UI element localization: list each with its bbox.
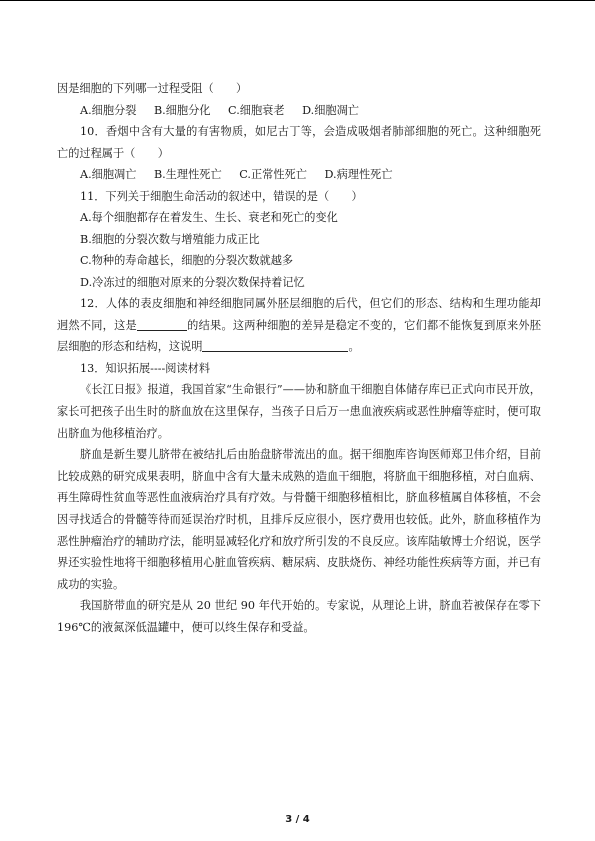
q9-stem: 因是细胞的下列哪一过程受阻（ ） <box>57 82 248 95</box>
q10-option-c: C.正常性死亡 <box>239 168 307 182</box>
reading-paragraph-3: 我国脐带血的研究是从 20 世纪 90 年代开始的。专家说，从理论上讲，脐血若被保存在零下 196℃的液氮深低温罐中，便可以终生保存和受益。 <box>57 599 541 634</box>
q12-text-2: 的结果。这两种细胞的差异是稳定不变的，它们都不能恢复到原来外胚层细胞的形态和结构，这说明 <box>57 318 541 354</box>
reading-paragraph-1: 《长江日报》报道，我国首家“生命银行”——协和脐血干细胞自体储存库已正式向市民开放，家长可把孩子出生时的脐血放在这里保存，当孩子日后万一患血液疾病或恶性肿瘤等症时，便可取出脐血为他移植治疗。 <box>57 383 541 440</box>
q12-stem <box>57 293 541 358</box>
q10-option-a: A.细胞凋亡 <box>80 168 137 182</box>
q11-option-c: C.物种的寿命越长，细胞的分裂次数就越多 <box>80 254 294 268</box>
q12-blank-2[interactable] <box>202 339 348 352</box>
q9-option-d: D.细胞凋亡 <box>302 103 359 117</box>
reading-paragraph-2: 脐血是新生婴儿脐带在被结扎后由胎盘脐带流出的血。据干细胞库咨询医师郑卫伟介绍，目前比较成熟的研究成果表明，脐血中含有大量未成熟的造血干细胞，将脐血干细胞移植，对白血病、再生障碍性贫血等恶性血液病治疗具有疗效。与骨髓干细胞移植相比，脐血移植属自体移植，不会因寻找适合的骨髓等待而延误治疗时机，且排斥反应很小，医疗费用也较低。此外，脐血移植作为恶性肿瘤治疗的辅助疗法，能明显减轻化疗和放疗所引发的不良反应。该库陆敏博士介绍说，医学界还实验性地将干细胞移植用心脏血管疾病、糖尿病、皮肤烧伤、神经功能性疾病等方面，并已有成功的实验。 <box>57 448 541 591</box>
page-number: 3 / 4 <box>285 814 310 825</box>
q11-option-b: B.细胞的分裂次数与增殖能力成正比 <box>80 232 260 246</box>
q12-text-3: 。 <box>348 340 360 354</box>
q10-options <box>57 164 541 186</box>
q12-blank-1[interactable] <box>137 318 187 331</box>
q11-stem: 11．下列关于细胞生命活动的叙述中，错误的是（ ） <box>80 189 363 203</box>
q12-text-1: 12．人体的表皮细胞和神经细胞同属外胚层细胞的后代，但它们的形态、结构和生理功能却迥然不同，这是 <box>57 297 541 332</box>
document-page <box>57 78 541 639</box>
q10-option-b: B.生理性死亡 <box>153 168 222 182</box>
q10-option-d: D.病理性死亡 <box>324 168 393 182</box>
header-rule <box>0 0 595 1</box>
q9-option-a: A.细胞分裂 <box>80 103 137 117</box>
q9-option-c: C.细胞衰老 <box>228 103 285 117</box>
q13-title: 13．知识拓展----阅读材料 <box>80 361 211 375</box>
q10-stem: 10．香烟中含有大量的有害物质，如尼古丁等，会造成吸烟者肺部细胞的死亡。这种细胞死亡的过程属于（ ） <box>57 125 541 160</box>
q11-option-d: D.冷冻过的细胞对原来的分裂次数保持着记忆 <box>80 275 305 289</box>
q11-option-a: A.每个细胞都存在着发生、生长、衰老和死亡的变化 <box>80 211 338 225</box>
q9-option-b: B.细胞分化 <box>153 103 211 117</box>
q9-options <box>57 100 541 122</box>
